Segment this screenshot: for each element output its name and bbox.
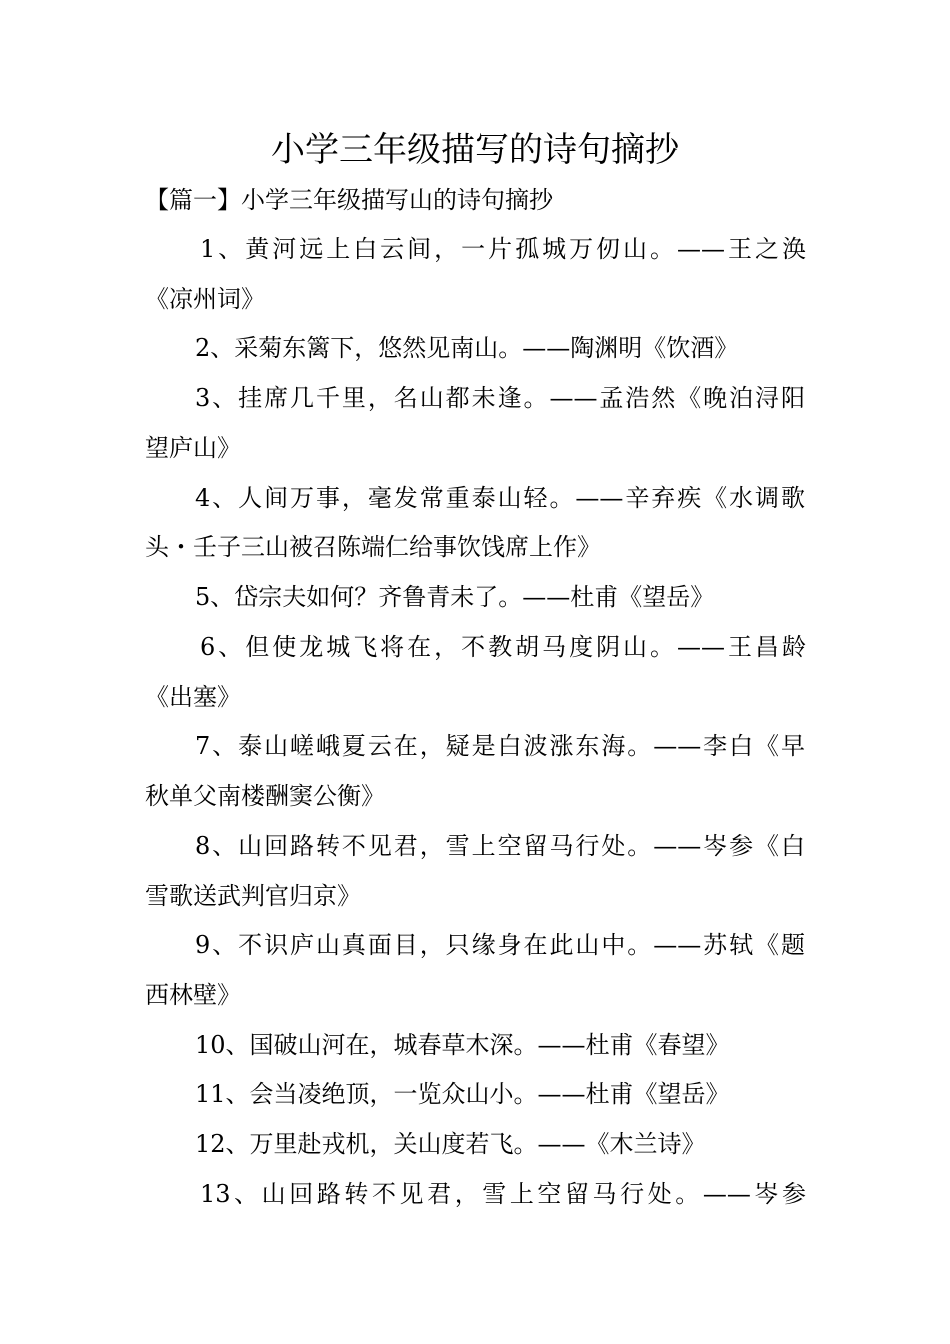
- poem-line: 4、人间万事，毫发常重泰山轻。——辛弃疾《水调歌: [195, 484, 805, 512]
- poem-line: 8、山回路转不见君，雪上空留马行处。——岑参《白: [195, 832, 805, 860]
- poem-line: 7、泰山嵯峨夏云在，疑是白波涨东海。——李白《早: [195, 732, 805, 760]
- poem-line: 10、国破山河在，城春草木深。——杜甫《春望》: [195, 1031, 730, 1059]
- poem-line-continued: 西林壁》: [145, 981, 241, 1009]
- poem-line-continued: 头・壬子三山被召陈端仁给事饮饯席上作》: [145, 533, 601, 561]
- document-title: 小学三年级描写的诗句摘抄: [271, 130, 679, 170]
- poem-line-continued: 《凉州词》: [145, 285, 265, 313]
- poem-line: 5、岱宗夫如何？齐鲁青未了。——杜甫《望岳》: [195, 583, 715, 611]
- poem-line: 6、但使龙城飞将在，不教胡马度阴山。——王昌龄: [200, 633, 806, 661]
- poem-line: 13、山回路转不见君，雪上空留马行处。——岑参: [200, 1180, 806, 1208]
- poem-line: 3、挂席几千里，名山都未逢。——孟浩然《晚泊浔阳: [195, 384, 805, 412]
- poem-line-continued: 望庐山》: [145, 434, 241, 462]
- poem-line: 9、不识庐山真面目，只缘身在此山中。——苏轼《题: [195, 931, 805, 959]
- poem-line: 11、会当凌绝顶，一览众山小。——杜甫《望岳》: [195, 1080, 730, 1108]
- poem-line: 12、万里赴戎机，关山度若飞。——《木兰诗》: [195, 1130, 706, 1158]
- poem-line-continued: 秋单父南楼酬窦公衡》: [145, 782, 385, 810]
- section-heading: 【篇一】小学三年级描写山的诗句摘抄: [145, 186, 553, 214]
- poem-line-continued: 雪歌送武判官归京》: [145, 882, 361, 910]
- poem-line: 1、黄河远上白云间，一片孤城万仞山。——王之涣: [200, 235, 806, 263]
- poem-line-continued: 《出塞》: [145, 683, 241, 711]
- poem-line: 2、采菊东篱下，悠然见南山。——陶渊明《饮酒》: [195, 334, 739, 362]
